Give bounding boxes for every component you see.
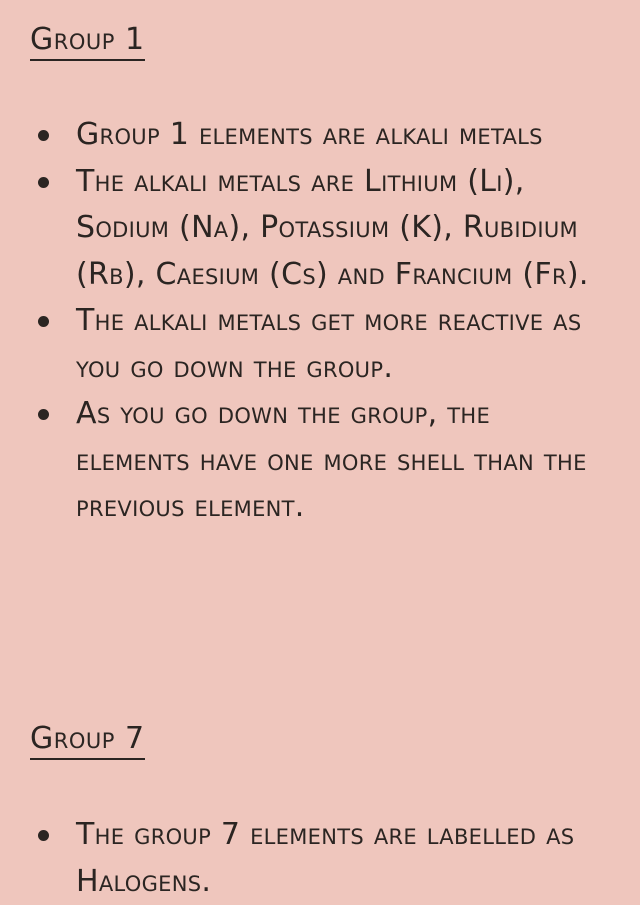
list-item [0,159,612,299]
section-heading-group-7: Group 7 [30,721,145,760]
bullet-dot-icon [38,830,49,841]
bullet-text: The group 7 elements are labelled as Halogens. [76,817,575,899]
list-item [0,298,612,391]
bullet-list-group-1 [0,112,612,531]
bullet-dot-icon [38,316,49,327]
list-item [0,812,612,905]
bullet-list-group-7 [0,812,612,905]
bullet-dot-icon [38,409,49,420]
bullet-text: The alkali metals are Lithium (Li), Sodium (Na), Potassium (K), Rubidium (Rb), Caesium (Cs) and Francium (Fr). [76,163,589,292]
bullet-dot-icon [38,130,49,141]
list-item [0,112,612,159]
bullet-text: As you go down the group, the elements have one more shell than the previous element. [76,396,587,524]
list-item [0,391,612,531]
bullet-text: The alkali metals get more reactive as you go down the group. [76,303,582,385]
bullet-text: Group 1 elements are alkali metals [76,117,543,152]
section-heading-group-1: Group 1 [30,22,145,61]
bullet-dot-icon [38,177,49,188]
